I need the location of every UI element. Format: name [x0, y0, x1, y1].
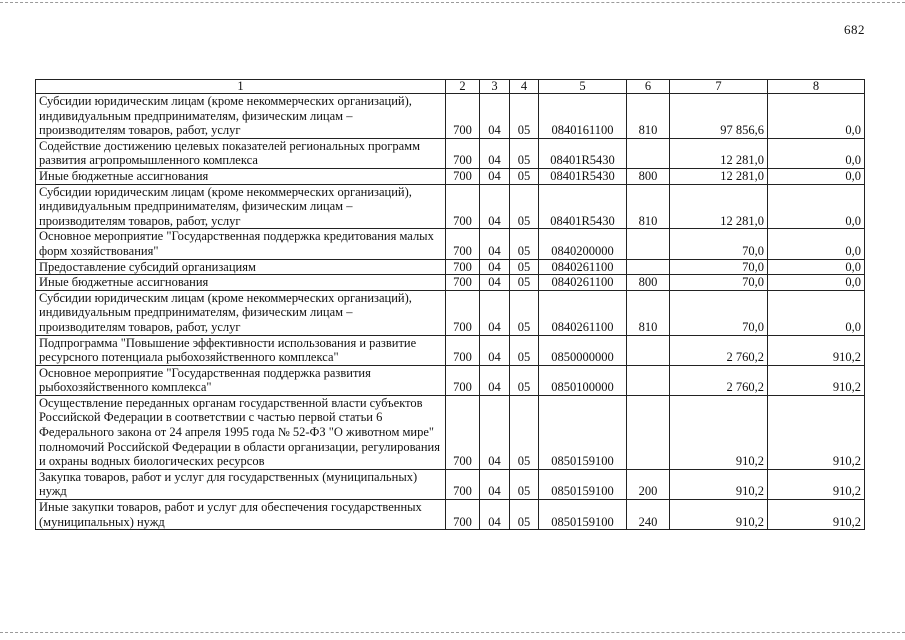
cell-subsection: 05 — [510, 335, 539, 365]
cell-amount-1: 910,2 — [670, 395, 768, 469]
cell-target-article: 0840261100 — [539, 275, 627, 291]
cell-ministry-code: 700 — [446, 259, 480, 275]
cell-name: Субсидии юридическим лицам (кроме некоммерческих организаций), индивидуальным предпринимателям, физическим лицам – производителям товаров, работ, услуг — [36, 290, 446, 335]
cell-ministry-code: 700 — [446, 275, 480, 291]
cell-section: 04 — [480, 469, 510, 499]
table-row — [36, 469, 865, 499]
cell-section: 04 — [480, 275, 510, 291]
table-row — [36, 184, 865, 229]
cell-section: 04 — [480, 184, 510, 229]
table-row — [36, 290, 865, 335]
table-row — [36, 275, 865, 291]
cell-ministry-code: 700 — [446, 500, 480, 530]
cell-name: Субсидии юридическим лицам (кроме некоммерческих организаций), индивидуальным предпринимателям, физическим лицам – производителям товаров, работ, услуг — [36, 94, 446, 139]
cell-expense-type — [627, 259, 670, 275]
column-header: 7 — [670, 80, 768, 94]
table-row — [36, 229, 865, 259]
cell-amount-1: 12 281,0 — [670, 168, 768, 184]
cell-section: 04 — [480, 500, 510, 530]
cell-section: 04 — [480, 259, 510, 275]
cell-amount-2: 0,0 — [768, 259, 865, 275]
cell-subsection: 05 — [510, 500, 539, 530]
table-body — [36, 80, 865, 530]
cell-expense-type: 810 — [627, 184, 670, 229]
cell-amount-1: 12 281,0 — [670, 184, 768, 229]
cell-expense-type — [627, 335, 670, 365]
cell-subsection: 05 — [510, 259, 539, 275]
table-row — [36, 395, 865, 469]
page-bottom-edge — [0, 632, 905, 633]
column-header: 6 — [627, 80, 670, 94]
cell-ministry-code: 700 — [446, 335, 480, 365]
cell-amount-1: 12 281,0 — [670, 138, 768, 168]
column-header: 4 — [510, 80, 539, 94]
column-header: 2 — [446, 80, 480, 94]
cell-target-article: 0850159100 — [539, 395, 627, 469]
cell-subsection: 05 — [510, 184, 539, 229]
cell-subsection: 05 — [510, 94, 539, 139]
cell-target-article: 0850159100 — [539, 500, 627, 530]
cell-name: Предоставление субсидий организациям — [36, 259, 446, 275]
table-row — [36, 335, 865, 365]
cell-target-article: 0840261100 — [539, 290, 627, 335]
cell-target-article: 0840200000 — [539, 229, 627, 259]
cell-amount-2: 910,2 — [768, 469, 865, 499]
table-row — [36, 365, 865, 395]
cell-name: Иные бюджетные ассигнования — [36, 168, 446, 184]
cell-section: 04 — [480, 365, 510, 395]
cell-ministry-code: 700 — [446, 365, 480, 395]
cell-amount-2: 910,2 — [768, 335, 865, 365]
cell-subsection: 05 — [510, 395, 539, 469]
cell-section: 04 — [480, 138, 510, 168]
cell-section: 04 — [480, 395, 510, 469]
cell-name: Иные бюджетные ассигнования — [36, 275, 446, 291]
cell-amount-2: 910,2 — [768, 395, 865, 469]
cell-target-article: 0850159100 — [539, 469, 627, 499]
cell-section: 04 — [480, 94, 510, 139]
cell-expense-type: 810 — [627, 94, 670, 139]
cell-amount-2: 910,2 — [768, 365, 865, 395]
table-row — [36, 94, 865, 139]
table-row — [36, 259, 865, 275]
budget-table — [35, 79, 865, 530]
cell-name: Субсидии юридическим лицам (кроме некоммерческих организаций), индивидуальным предпринимателям, физическим лицам – производителям товаров, работ, услуг — [36, 184, 446, 229]
cell-name: Основное мероприятие "Государственная поддержка развития рыбохозяйственного комплекса" — [36, 365, 446, 395]
cell-ministry-code: 700 — [446, 290, 480, 335]
cell-name: Содействие достижению целевых показателей региональных программ развития агропромышленного комплекса — [36, 138, 446, 168]
cell-amount-1: 70,0 — [670, 290, 768, 335]
cell-expense-type — [627, 365, 670, 395]
cell-expense-type: 240 — [627, 500, 670, 530]
page-number: 682 — [844, 22, 865, 37]
cell-expense-type — [627, 395, 670, 469]
cell-amount-2: 0,0 — [768, 168, 865, 184]
cell-amount-1: 97 856,6 — [670, 94, 768, 139]
cell-amount-1: 2 760,2 — [670, 365, 768, 395]
cell-amount-1: 910,2 — [670, 500, 768, 530]
cell-amount-2: 0,0 — [768, 290, 865, 335]
cell-amount-2: 0,0 — [768, 184, 865, 229]
cell-expense-type: 200 — [627, 469, 670, 499]
cell-subsection: 05 — [510, 229, 539, 259]
cell-subsection: 05 — [510, 469, 539, 499]
cell-target-article: 08401R5430 — [539, 168, 627, 184]
cell-ministry-code: 700 — [446, 94, 480, 139]
cell-ministry-code: 700 — [446, 184, 480, 229]
cell-amount-1: 70,0 — [670, 259, 768, 275]
cell-name: Основное мероприятие "Государственная поддержка кредитования малых форм хозяйствования" — [36, 229, 446, 259]
column-header: 8 — [768, 80, 865, 94]
cell-ministry-code: 700 — [446, 469, 480, 499]
column-header: 3 — [480, 80, 510, 94]
cell-name: Закупка товаров, работ и услуг для государственных (муниципальных) нужд — [36, 469, 446, 499]
cell-name: Осуществление переданных органам государственной власти субъектов Российской Федерации в соответствии с частью первой статьи 6 Федерального закона от 24 апреля 1995 года № 52-ФЗ "О животном мире" полномочий Российской Федерации в области организации, регулирования и охраны водных биологических ресурсов — [36, 395, 446, 469]
cell-expense-type — [627, 229, 670, 259]
cell-amount-2: 0,0 — [768, 94, 865, 139]
cell-expense-type — [627, 138, 670, 168]
cell-ministry-code: 700 — [446, 138, 480, 168]
table-row — [36, 500, 865, 530]
cell-amount-1: 70,0 — [670, 275, 768, 291]
cell-amount-1: 2 760,2 — [670, 335, 768, 365]
table-header-row — [36, 80, 865, 94]
cell-subsection: 05 — [510, 290, 539, 335]
cell-target-article: 08401R5430 — [539, 138, 627, 168]
cell-expense-type: 800 — [627, 275, 670, 291]
cell-ministry-code: 700 — [446, 395, 480, 469]
table-row — [36, 138, 865, 168]
cell-target-article: 0840261100 — [539, 259, 627, 275]
cell-target-article: 0850100000 — [539, 365, 627, 395]
cell-expense-type: 810 — [627, 290, 670, 335]
page-top-edge — [0, 2, 905, 3]
cell-subsection: 05 — [510, 138, 539, 168]
cell-amount-2: 0,0 — [768, 275, 865, 291]
column-header: 1 — [36, 80, 446, 94]
table-row — [36, 168, 865, 184]
cell-ministry-code: 700 — [446, 229, 480, 259]
cell-name: Иные закупки товаров, работ и услуг для обеспечения государственных (муниципальных) нужд — [36, 500, 446, 530]
cell-amount-1: 910,2 — [670, 469, 768, 499]
cell-target-article: 0850000000 — [539, 335, 627, 365]
cell-subsection: 05 — [510, 275, 539, 291]
column-header: 5 — [539, 80, 627, 94]
cell-amount-2: 0,0 — [768, 138, 865, 168]
cell-target-article: 08401R5430 — [539, 184, 627, 229]
cell-section: 04 — [480, 335, 510, 365]
cell-section: 04 — [480, 168, 510, 184]
cell-name: Подпрограмма "Повышение эффективности использования и развитие ресурсного потенциала рыбохозяйственного комплекса" — [36, 335, 446, 365]
cell-section: 04 — [480, 290, 510, 335]
cell-section: 04 — [480, 229, 510, 259]
cell-target-article: 0840161100 — [539, 94, 627, 139]
cell-subsection: 05 — [510, 365, 539, 395]
cell-amount-1: 70,0 — [670, 229, 768, 259]
cell-amount-2: 0,0 — [768, 229, 865, 259]
cell-subsection: 05 — [510, 168, 539, 184]
cell-ministry-code: 700 — [446, 168, 480, 184]
cell-amount-2: 910,2 — [768, 500, 865, 530]
cell-expense-type: 800 — [627, 168, 670, 184]
